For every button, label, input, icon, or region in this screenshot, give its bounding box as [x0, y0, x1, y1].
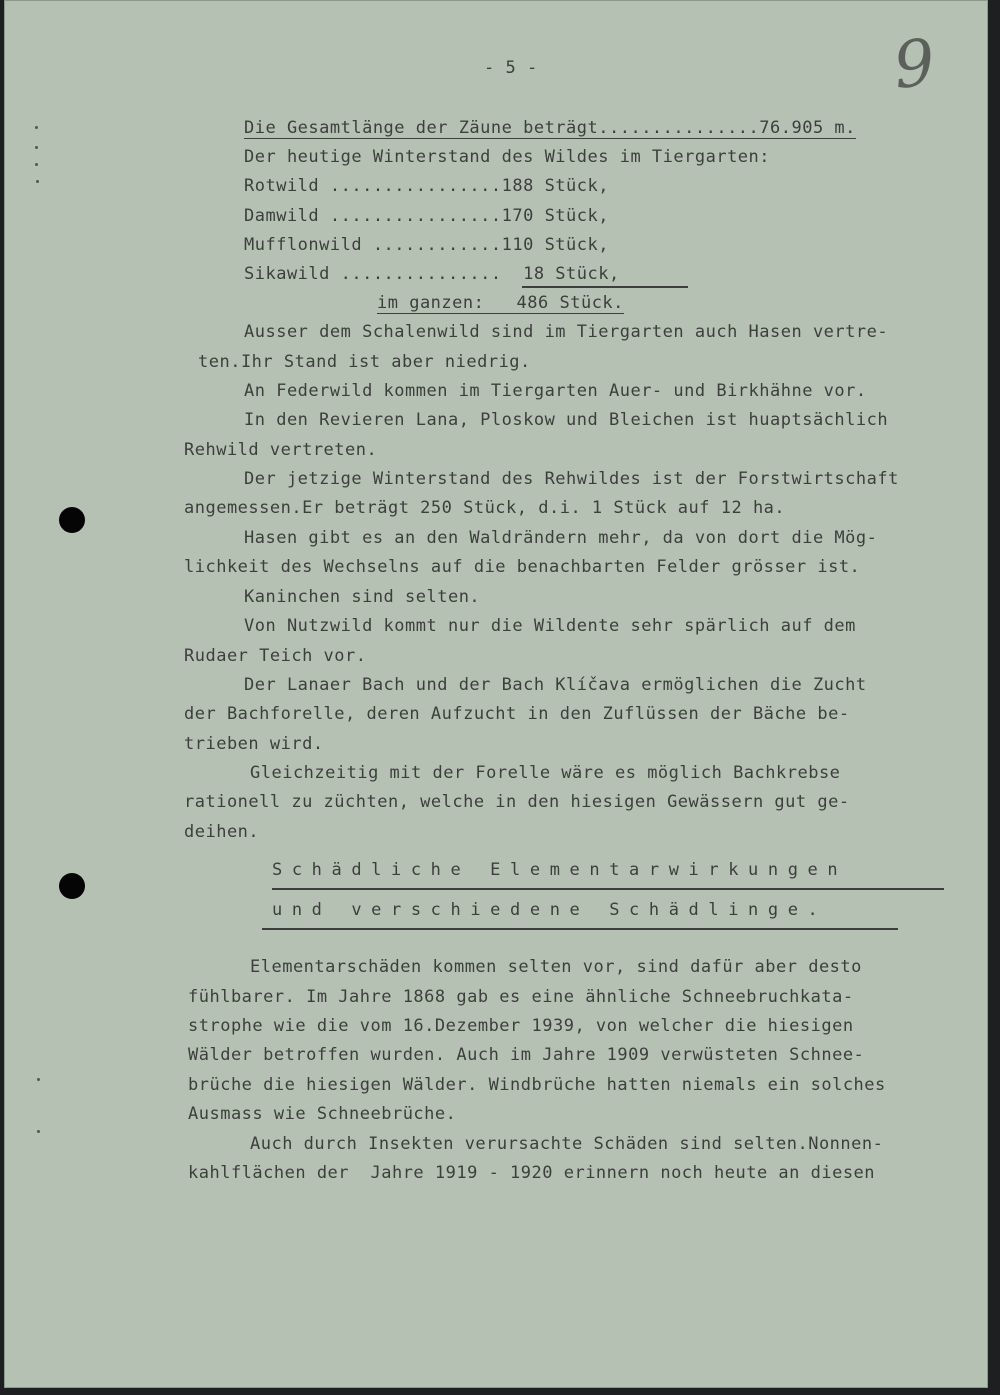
text-line: ten.Ihr Stand ist aber niedrig.: [198, 352, 531, 372]
punch-hole: [59, 873, 85, 899]
text-line: der Bachforelle, deren Aufzucht in den Zuflüssen der Bäche be-: [184, 704, 850, 724]
heading-rule: [262, 928, 898, 930]
text-line: Gleichzeitig mit der Forelle wäre es möglich Bachkrebse: [250, 763, 841, 783]
game-count-line: Sikawild ............... 18 Stück,: [244, 264, 620, 284]
text-line: Der jetzige Winterstand des Rehwildes ist der Forstwirtschaft: [244, 469, 899, 489]
game-count-line: Damwild ................170 Stück,: [244, 206, 609, 226]
text-line: deihen.: [184, 822, 260, 842]
margin-mark: [36, 180, 39, 183]
punch-hole: [59, 507, 85, 533]
document-page: [4, 0, 988, 1388]
text-line: Hasen gibt es an den Waldrändern mehr, da von dort die Mög-: [244, 528, 878, 548]
text-line: Ausser dem Schalenwild sind im Tiergarten auch Hasen vertre-: [244, 322, 889, 342]
text-line: Rehwild vertreten.: [184, 440, 378, 460]
game-count-line: Rotwild ................188 Stück,: [244, 176, 609, 196]
text-line: rationell zu züchten, welche in den hiesigen Gewässern gut ge-: [184, 792, 850, 812]
game-total-line: im ganzen: 486 Stück.: [377, 293, 624, 313]
text-line: angemessen.Er beträgt 250 Stück, d.i. 1 Stück auf 12 ha.: [184, 498, 786, 518]
heading-rule: [272, 888, 944, 890]
sum-rule: [522, 286, 688, 288]
section-heading: Schädliche Elementarwirkungen: [272, 860, 848, 880]
text-line: strophe wie die vom 16.Dezember 1939, von welcher die hiesigen: [188, 1016, 854, 1036]
margin-mark: [35, 126, 38, 129]
text-line: Rudaer Teich vor.: [184, 646, 367, 666]
margin-mark: [37, 1078, 40, 1081]
text-line: brüche die hiesigen Wälder. Windbrüche hatten niemals ein solches: [188, 1075, 886, 1095]
text-line: kahlflächen der Jahre 1919 - 1920 erinnern noch heute an diesen: [188, 1163, 876, 1183]
fence-length-line: Die Gesamtlänge der Zäune beträgt...............76.905 m.: [244, 118, 856, 138]
text-line: Ausmass wie Schneebrüche.: [188, 1104, 457, 1124]
text-line: lichkeit des Wechselns auf die benachbarten Felder grösser ist.: [184, 557, 861, 577]
text-line: trieben wird.: [184, 734, 324, 754]
folio-number: 9: [890, 26, 939, 104]
game-count-line: Mufflonwild ............110 Stück,: [244, 235, 609, 255]
text-line: Elementarschäden kommen selten vor, sind dafür aber desto: [250, 957, 862, 977]
text-line: Kaninchen sind selten.: [244, 587, 481, 607]
margin-mark: [35, 163, 38, 166]
text-line: Wälder betroffen wurden. Auch im Jahre 1909 verwüsteten Schnee-: [188, 1045, 865, 1065]
text-line: fühlbarer. Im Jahre 1868 gab es eine ähnliche Schneebruchkata-: [188, 987, 854, 1007]
text-line: Auch durch Insekten verursachte Schäden sind selten.Nonnen-: [250, 1134, 884, 1154]
text-line: Der heutige Winterstand des Wildes im Tiergarten:: [244, 147, 771, 167]
margin-mark: [37, 1130, 40, 1133]
section-heading: und verschiedene Schädlinge.: [272, 900, 828, 920]
page-number: - 5 -: [484, 58, 538, 78]
text-line: An Federwild kommen im Tiergarten Auer- und Birkhähne vor.: [244, 381, 867, 401]
margin-mark: [35, 146, 38, 149]
text-line: Der Lanaer Bach und der Bach Klíčava ermöglichen die Zucht: [244, 675, 867, 695]
text-line: In den Revieren Lana, Ploskow und Bleichen ist huaptsächlich: [244, 410, 889, 430]
text-line: Von Nutzwild kommt nur die Wildente sehr spärlich auf dem: [244, 616, 856, 636]
